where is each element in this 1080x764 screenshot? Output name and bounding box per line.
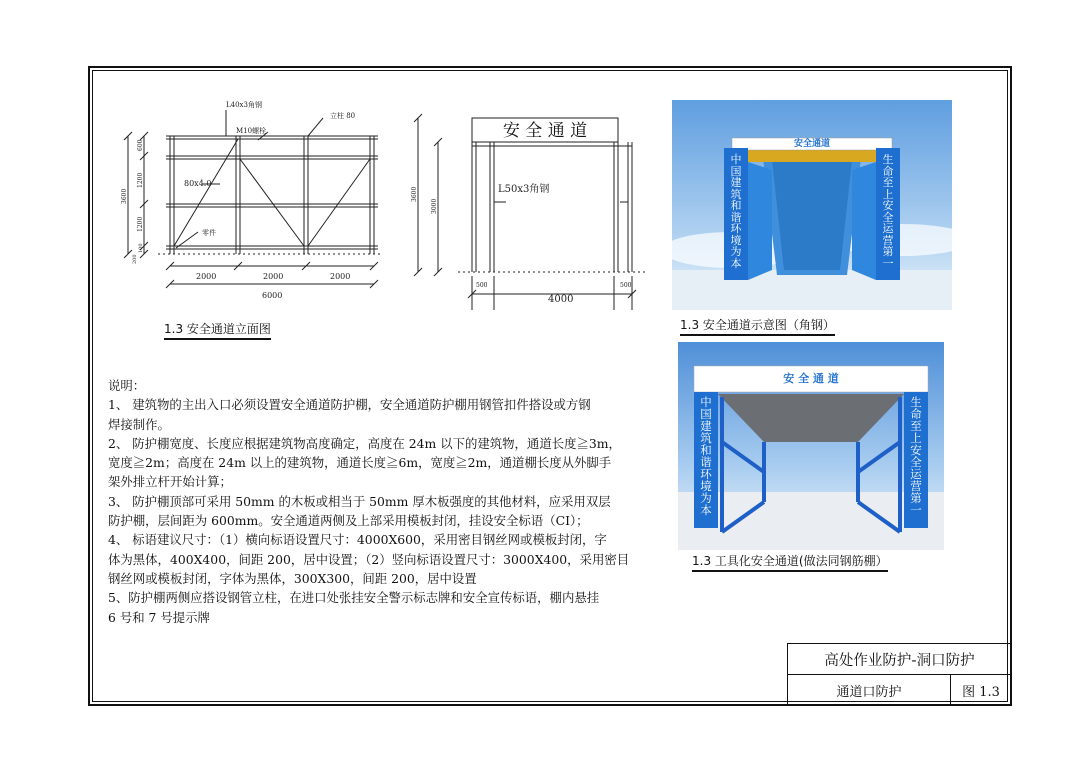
notes-line: 3、 防护棚顶部可采用 50mm 的木板或相当于 50mm 厚木板强度的其他材料，应采用双层	[108, 493, 611, 509]
section-sign-text: 安 全 通 道	[502, 121, 588, 141]
photo2-caption: 1.3 工具化安全通道(做法同钢筋棚）	[692, 552, 888, 572]
notes-line: 钢丝网或模板封闭，字体为黑体，300X300，间距 200，居中设置	[108, 570, 477, 586]
photo1-sign: 安全通道	[793, 139, 830, 149]
notes-line: 1、 建筑物的主出入口必须设置安全通道防护棚，安全通道防护棚用钢管扣件搭设或方钢	[108, 397, 591, 413]
tunnel-photo-tool-type	[678, 342, 944, 550]
elev-dim-bay-1: 2000	[196, 272, 217, 281]
notes-line: 2、 防护棚宽度、长度应根据建筑物高度确定，高度在 24m 以下的建筑物，通道长度≧3m，	[108, 435, 621, 451]
notes-line: 5、防护棚两侧应搭设钢管立柱，在进口处张挂安全警示标志牌和安全宣传标语，棚内悬挂	[108, 590, 600, 606]
elev-label-angle: L40x3角钢	[226, 101, 262, 109]
tunnel-photo-angle-steel	[672, 100, 952, 310]
elev-label-post: 立柱 80	[330, 112, 356, 120]
title-block-sub: 通道口防护	[787, 674, 951, 706]
notes-line: 4、 标语建议尺寸：（1）横向标语设置尺寸：4000X600，采用密目钢丝网或模板封闭，字	[108, 532, 607, 548]
elev-dim-100: 100	[138, 243, 144, 253]
section-dim-3000: 3000	[431, 198, 438, 214]
photo2-right-slogan: 生命至上 安全运营第一	[910, 395, 922, 517]
section-member-label: L50x3角钢	[498, 184, 550, 195]
elev-dim-3600: 3600	[121, 188, 128, 204]
elevation-caption: 1.3 安全通道立面图	[164, 320, 271, 340]
section-dim-500-left: 500	[476, 282, 488, 289]
elev-dim-bay-3: 2000	[330, 272, 351, 281]
title-block-main: 高处作业防护-洞口防护	[787, 643, 1012, 675]
elev-label-bolt: M10螺栓	[236, 127, 267, 135]
photo2-left-slogan: 中国建筑 和谐环境为本	[700, 395, 712, 517]
section-dim-4000: 4000	[548, 294, 574, 305]
notes-line: 体为黑体，400X400，间距 200，居中设置；（2）竖向标语设置尺寸：3000X400，采用密目	[108, 551, 630, 567]
elev-label-part: 零件	[202, 229, 216, 237]
photo2-sign: 安 全 通 道	[783, 372, 839, 385]
photo1-right-slogan: 生命至上 安全运营第一	[882, 153, 894, 270]
elev-dim-600: 600	[137, 139, 144, 151]
notes-line: 焊接制作。	[108, 416, 170, 432]
section-dim-3600: 3600	[411, 186, 418, 202]
notes-line: 6 号和 7 号提示牌	[108, 609, 210, 625]
elev-dim-total: 6000	[262, 291, 283, 300]
notes-heading: 说明：	[108, 378, 146, 393]
elev-dim-200: 200	[132, 254, 138, 264]
photo1-caption: 1.3 安全通道示意图（角钢）	[680, 316, 835, 336]
notes-line: 宽度≧2m；高度在 24m 以上的建筑物，通道长度≧6m，宽度≧2m，通道棚长度从外脚手	[108, 455, 612, 471]
title-block	[787, 643, 1012, 706]
elev-dim-bay-2: 2000	[263, 272, 284, 281]
notes-line: 防护棚，层间距为 600mm。安全通道两侧及上部采用模板封闭，挂设安全标语（CI）；	[108, 513, 589, 529]
section-dim-500-right: 500	[620, 282, 632, 289]
elev-dim-1200b: 1200	[137, 216, 144, 232]
elev-label-tube: 80x4.0	[184, 179, 212, 188]
elev-dim-1200a: 1200	[137, 172, 144, 188]
section-drawing	[408, 104, 658, 314]
photo1-left-slogan: 中国建筑 和谐环境为本	[730, 153, 742, 270]
elevation-drawing	[108, 96, 388, 312]
notes-section	[108, 376, 644, 627]
title-block-figure-number: 图 1.3	[950, 674, 1012, 706]
notes-line: 架外排立杆开始计算；	[108, 474, 232, 490]
